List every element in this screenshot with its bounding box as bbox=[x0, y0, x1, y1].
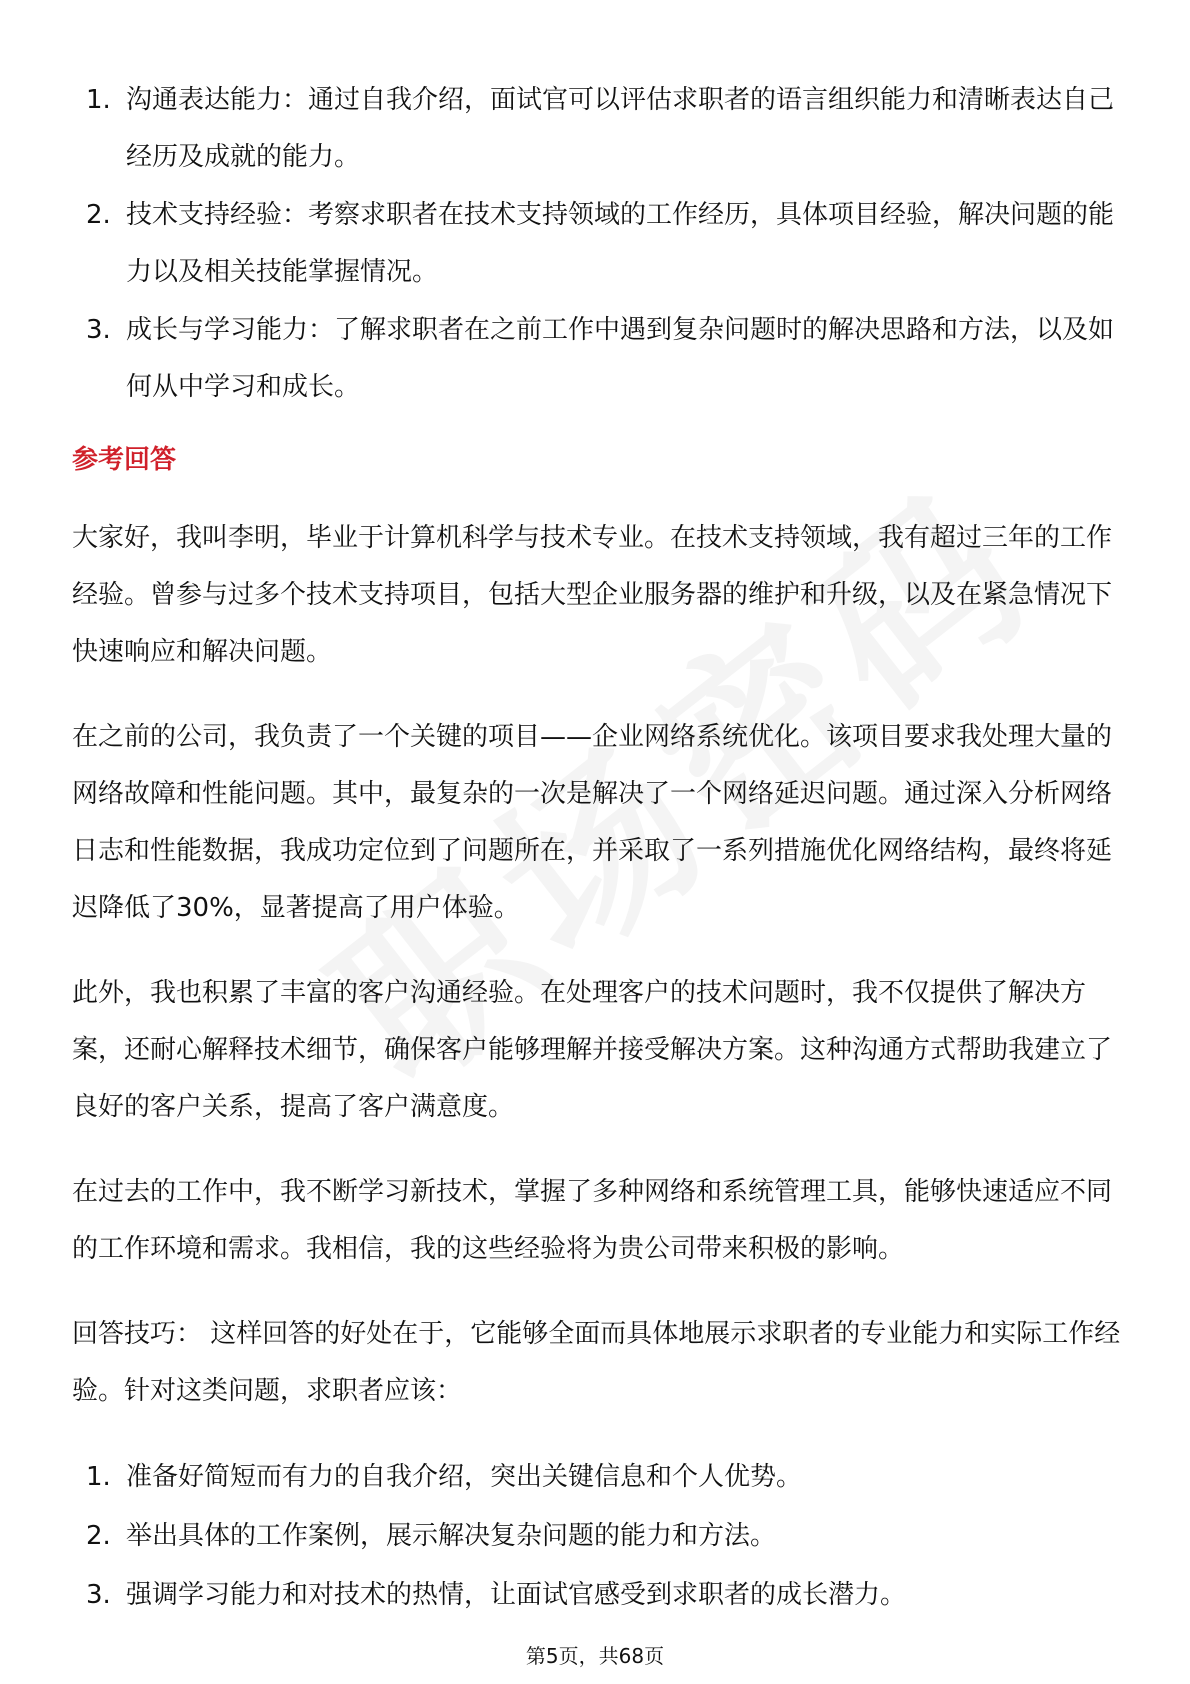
answer-paragraph: 此外，我也积累了丰富的客户沟通经验。在处理客户的技术问题时，我不仅提供了解决方案，还耐心解释技术细节，确保客户能够理解并接受解决方案。这种沟通方式帮助我建立了良好的客户关系，提高了客户满意度。 bbox=[72, 978, 1113, 1122]
list-item bbox=[72, 1566, 1122, 1624]
answer-paragraph: 在过去的工作中，我不断学习新技术，掌握了多种网络和系统管理工具，能够快速适应不同的工作环境和需求。我相信，我的这些经验将为贵公司带来积极的影响。 bbox=[72, 1177, 1113, 1264]
list-item-number: 1. bbox=[86, 85, 111, 115]
tips-list bbox=[72, 1448, 1122, 1624]
list-item-text: 举出具体的工作案例，展示解决复杂问题的能力和方法。 bbox=[126, 1521, 777, 1551]
list-item-number: 3. bbox=[86, 1580, 111, 1610]
list-item-number: 1. bbox=[86, 1462, 111, 1492]
list-item-number: 3. bbox=[86, 315, 111, 345]
list-item bbox=[72, 187, 1122, 301]
list-item-number: 2. bbox=[86, 200, 111, 230]
document-body bbox=[72, 72, 1122, 1625]
evaluation-points-list bbox=[72, 72, 1122, 416]
tips-paragraph: 回答技巧： 这样回答的好处在于，它能够全面而具体地展示求职者的专业能力和实际工作经验。针对这类问题，求职者应该： bbox=[72, 1319, 1121, 1406]
section-title: 参考回答 bbox=[72, 445, 177, 475]
page-number: 第5页，共68页 bbox=[525, 1644, 665, 1668]
list-item bbox=[72, 302, 1122, 416]
list-item-text: 强调学习能力和对技术的热情，让面试官感受到求职者的成长潜力。 bbox=[126, 1580, 907, 1610]
list-item bbox=[72, 72, 1122, 186]
answer-paragraph: 在之前的公司，我负责了一个关键的项目——企业网络系统优化。该项目要求我处理大量的网络故障和性能问题。其中，最复杂的一次是解决了一个网络延迟问题。通过深入分析网络日志和性能数据，我成功定位到了问题所在，并采取了一系列措施优化网络结构，最终将延迟降低了30%，显著提高了用户体验。 bbox=[72, 722, 1113, 923]
list-item-text: 沟通表达能力：通过自我介绍，面试官可以评估求职者的语言组织能力和清晰表达自己经历及成就的能力。 bbox=[126, 85, 1115, 172]
list-item-text: 准备好简短而有力的自我介绍，突出关键信息和个人优势。 bbox=[126, 1462, 803, 1492]
list-item-number: 2. bbox=[86, 1521, 111, 1551]
list-item-text: 技术支持经验：考察求职者在技术支持领域的工作经历，具体项目经验，解决问题的能力以及相关技能掌握情况。 bbox=[126, 200, 1115, 287]
list-item bbox=[72, 1507, 1122, 1565]
answer-paragraph: 大家好，我叫李明，毕业于计算机科学与技术专业。在技术支持领域，我有超过三年的工作经验。曾参与过多个技术支持项目，包括大型企业服务器的维护和升级，以及在紧急情况下快速响应和解决问题。 bbox=[72, 523, 1113, 667]
list-item bbox=[72, 1448, 1122, 1506]
list-item-text: 成长与学习能力：了解求职者在之前工作中遇到复杂问题时的解决思路和方法，以及如何从中学习和成长。 bbox=[126, 315, 1115, 402]
